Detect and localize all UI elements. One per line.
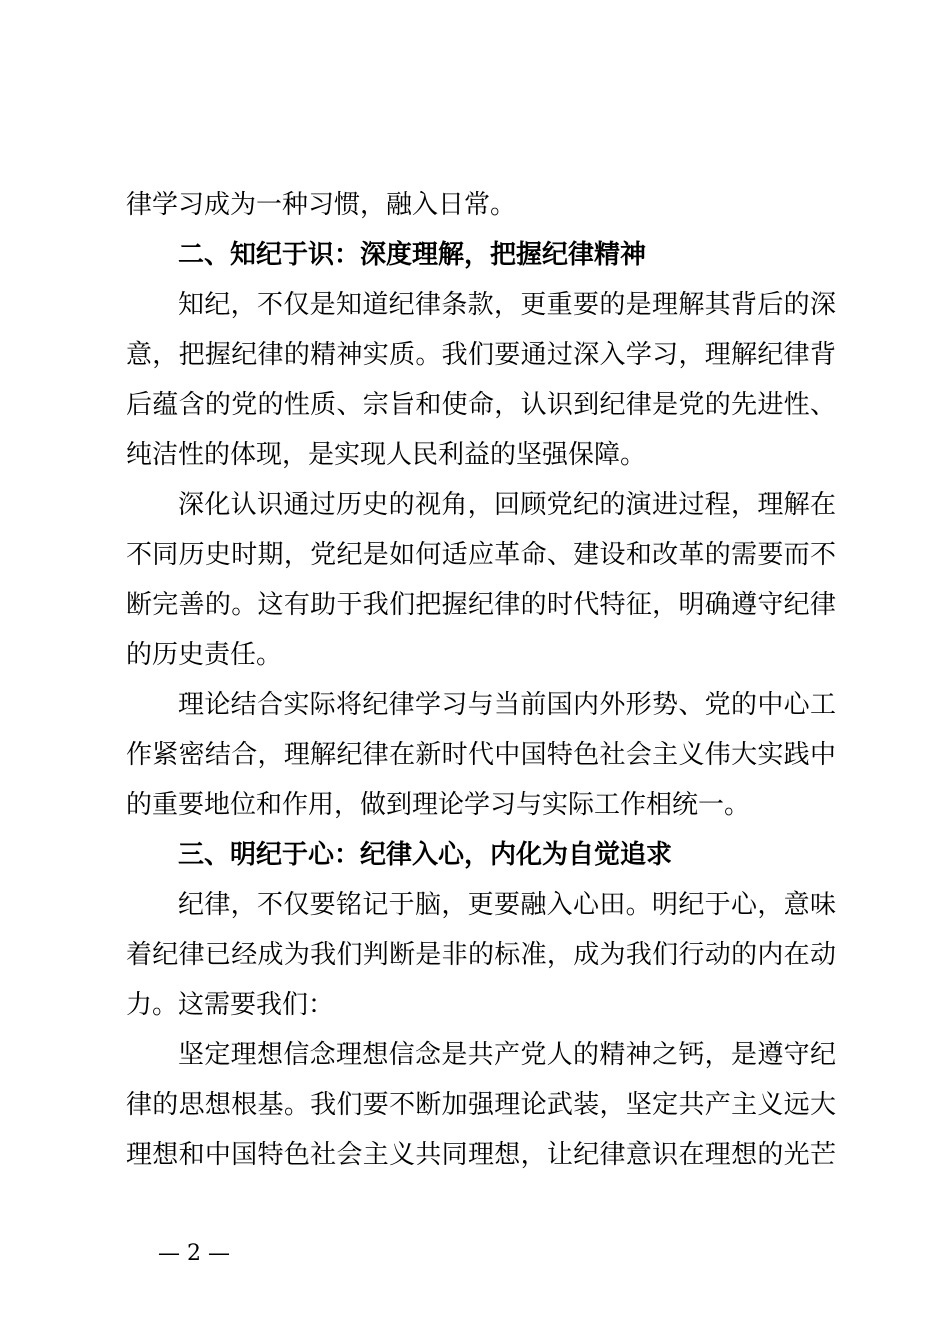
section-heading-3: 三、明纪于心：纪律入心，内化为自觉追求 (178, 840, 673, 870)
body-line: 后蕴含的党的性质、宗旨和使命，认识到纪律是党的先进性、 (126, 390, 836, 420)
body-line: 着纪律已经成为我们判断是非的标准，成为我们行动的内在动 (126, 940, 836, 970)
section-heading-2: 二、知纪于识：深度理解，把握纪律精神 (178, 240, 647, 270)
body-line: 律的思想根基。我们要不断加强理论武装，坚定共产主义远大 (126, 1090, 836, 1120)
body-line: 力。这需要我们： (126, 990, 335, 1020)
body-line: 纪律，不仅要铭记于脑，更要融入心田。明纪于心，意味 (178, 890, 836, 920)
body-line: 意，把握纪律的精神实质。我们要通过深入学习，理解纪律背 (126, 340, 836, 370)
body-line: 深化认识通过历史的视角，回顾党纪的演进过程，理解在 (178, 490, 836, 520)
body-line: 理论结合实际将纪律学习与当前国内外形势、党的中心工 (178, 690, 836, 720)
body-line: 的历史责任。 (126, 640, 283, 670)
body-line: 知纪，不仅是知道纪律条款，更重要的是理解其背后的深 (178, 290, 836, 320)
body-line: 坚定理想信念理想信念是共产党人的精神之钙，是遵守纪 (178, 1040, 836, 1070)
page-number: — 2 — (158, 1241, 230, 1266)
body-line: 断完善的。这有助于我们把握纪律的时代特征，明确遵守纪律 (126, 590, 836, 620)
body-line: 不同历史时期，党纪是如何适应革命、建设和改革的需要而不 (126, 540, 836, 570)
body-line: 纯洁性的体现，是实现人民利益的坚强保障。 (126, 440, 647, 470)
body-line: 理想和中国特色社会主义共同理想，让纪律意识在理想的光芒 (126, 1140, 836, 1170)
body-line: 律学习成为一种习惯，融入日常。 (126, 190, 517, 220)
body-line: 的重要地位和作用，做到理论学习与实际工作相统一。 (126, 790, 751, 820)
body-line: 作紧密结合，理解纪律在新时代中国特色社会主义伟大实践中 (126, 740, 836, 770)
